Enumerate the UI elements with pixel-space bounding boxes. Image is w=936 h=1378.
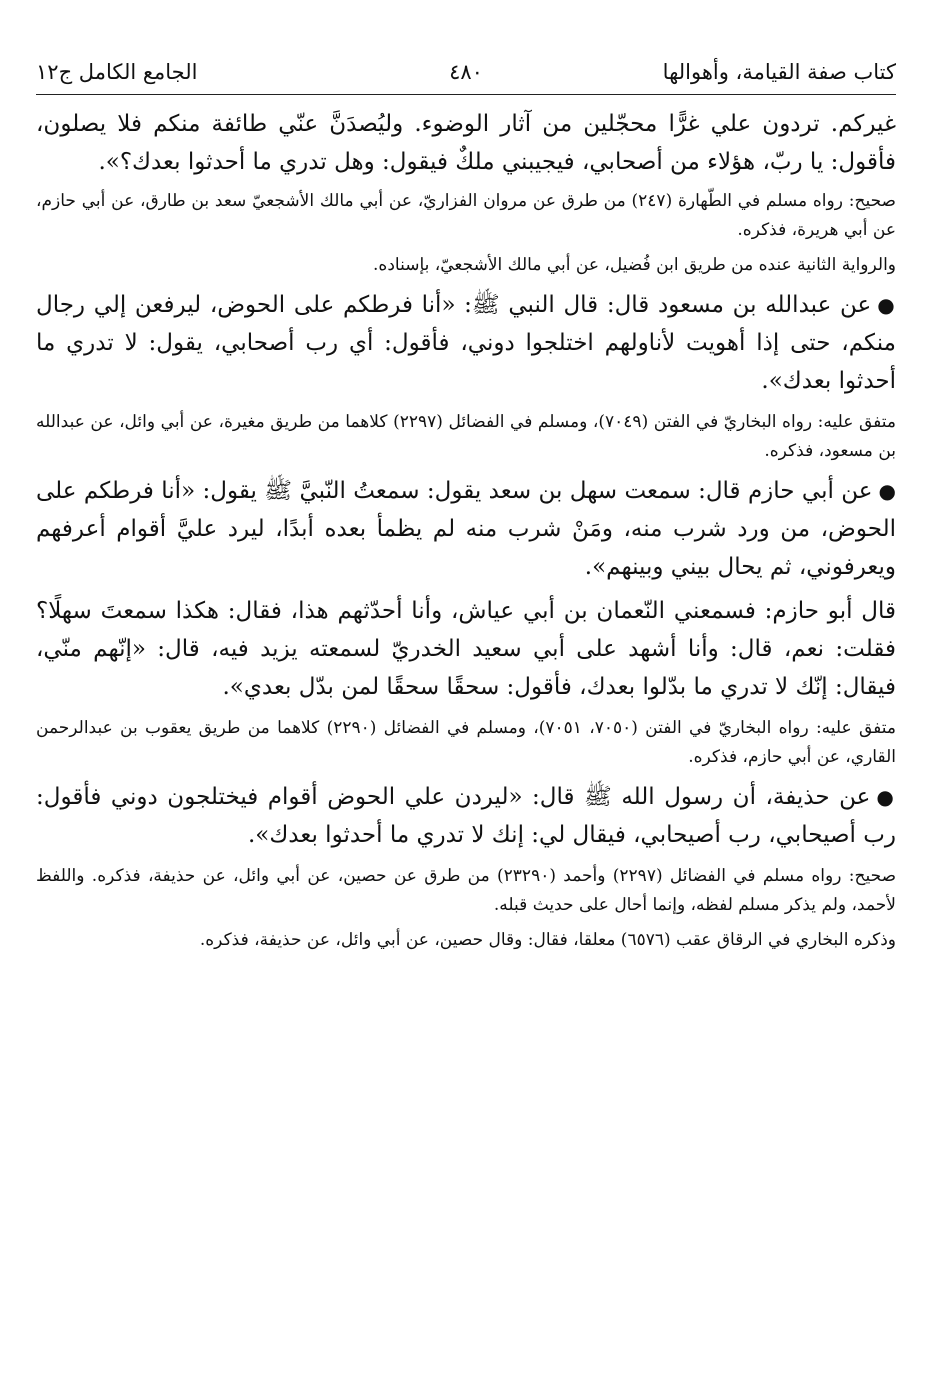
hadith-text: قال أبو حازم: فسمعني النّعمان بن أبي عياش، وأنا أحدّثهم هذا، فقال: هكذا سمعتَ سهلًا؟ فقلت: نعم، قال: وأنا أشهد على أبي سعيد الخدريّ لسمعته يزيد فيه، قال: «إنّهم منّي، فيقال: إنّك لا تدري ما بدّلوا بعدك، فأقول: سحقًا سحقًا لمن بدّل بعدي». (36, 598, 896, 700)
page-body (36, 105, 896, 955)
hadith-text: ●عن أبي حازم قال: سمعت سهل بن سعد يقول: سمعتُ النّبيَّ ﷺ يقول: «أنا فرطكم على الحوض، من ورد شرب منه، ومَنْ شرب منه لم يظمأ بعده أبدًا، ليرد عليَّ أقوام أعرفهم ويعرفوني، ثم يحال بيني وبينهم». (36, 478, 897, 580)
chapter-title: كتاب صفة القيامة، وأهوالها (662, 60, 896, 84)
book-title: الجامع الكامل ج١٢ (36, 60, 198, 84)
page-number: ٤٨٠ (449, 60, 483, 84)
running-header (36, 52, 896, 95)
book-page (36, 52, 896, 955)
takhrij-note: صحيح: رواه مسلم في الفضائل (٢٢٩٧) وأحمد (٢٣٢٩٠) من طرق عن حصين، عن أبي وائل، عن حذيفة، فذكره. واللفظ لأحمد، ولم يذكر مسلم لفظه، وإنما أحال على حديث قبله. (36, 866, 897, 915)
takhrij-note: صحيح: رواه مسلم في الطّهارة (٢٤٧) من طرق عن مروان الفزاريّ، عن أبي مالك الأشجعيّ سعد بن طارق، عن أبي حازم، عن أبي هريرة، فذكره. (36, 191, 896, 240)
bullet-icon: ● (877, 293, 896, 317)
takhrij-note: متفق عليه: رواه البخاريّ في الفتن (٧٠٥٠، ٧٠٥١)، ومسلم في الفضائل (٢٢٩٠) كلاهما من طريق يعقوب بن عبدالرحمن القاري، عن أبي حازم، فذكره. (36, 718, 896, 767)
bullet-icon: ● (876, 785, 896, 809)
hadith-text: غيركم. تردون علي غرًّا محجّلين من آثار الوضوء. وليُصدَنَّ عنّي طائفة منكم فلا يصلون، فأقول: يا ربّ، هؤلاء من أصحابي، فيجيبني ملكٌ فيقول: وهل تدري ما أحدثوا بعدك؟». (36, 111, 896, 175)
takhrij-note: وذكره البخاري في الرقاق عقب (٦٥٧٦) معلقا، فقال: وقال حصين، عن أبي وائل، عن حذيفة، فذكره. (199, 930, 896, 950)
bullet-icon: ● (878, 479, 897, 503)
takhrij-note: والرواية الثانية عنده من طريق ابن فُضيل، عن أبي مالك الأشجعيّ، بإسناده. (373, 255, 896, 275)
hadith-text: ●عن حذيفة، أن رسول الله ﷺ قال: «ليردن علي الحوض أقوام فيختلجون دوني فأقول: رب أصيحابي، رب أصيحابي، فيقال لي: إنك لا تدري ما أحدثوا بعدك». (36, 784, 896, 848)
takhrij-note: متفق عليه: رواه البخاريّ في الفتن (٧٠٤٩)، ومسلم في الفضائل (٢٢٩٧) كلاهما من طريق مغيرة، عن أبي وائل، عن عبدالله بن مسعود، فذكره. (36, 412, 896, 461)
hadith-text: ●عن عبدالله بن مسعود قال: قال النبي ﷺ: «أنا فرطكم على الحوض، ليرفعن إلي رجال منكم، حتى إذا أهويت لأناولهم اختلجوا دوني، فأقول: أي رب أصحابي، يقول: لا تدري ما أحدثوا بعدك». (36, 292, 896, 394)
